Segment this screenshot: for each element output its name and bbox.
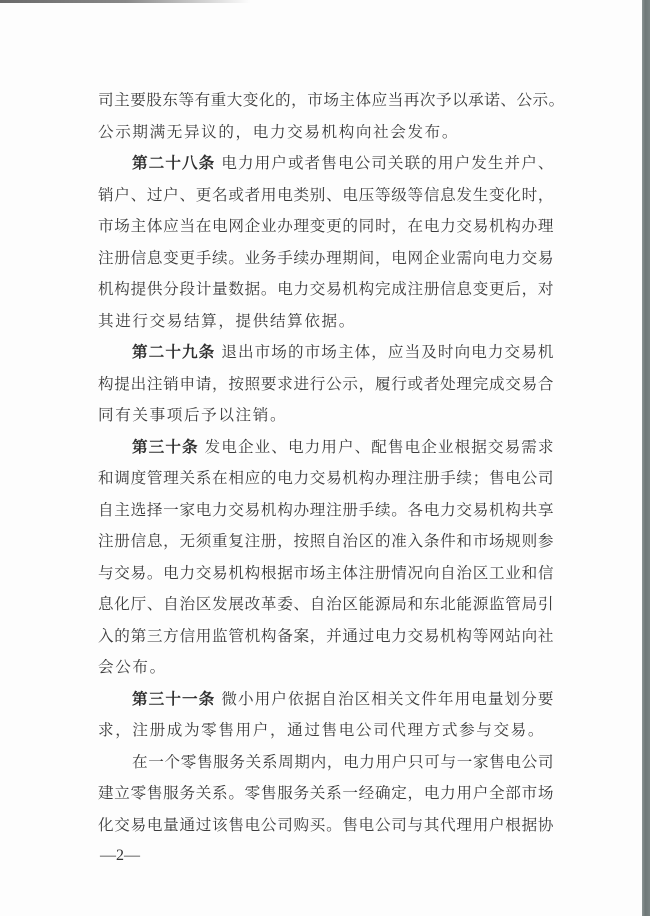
line-text: 其进行交易结算，提供结算依据。 [98, 311, 356, 330]
text-line [98, 814, 554, 846]
article-number: 第二十九条 [132, 342, 216, 361]
line-text: 发电企业、电力用户、配售电企业根据交易需求 [204, 437, 554, 456]
line-text: 退出市场的市场主体，应当及时向电力交易机 [221, 343, 554, 361]
line-text: 自主选择一家电力交易机构办理注册手续。各电力交易机构共享 [98, 500, 554, 519]
text-line [98, 782, 554, 814]
text-line [98, 121, 554, 153]
text-line [98, 247, 554, 279]
article-paragraph-start [98, 341, 554, 373]
text-line [98, 373, 554, 405]
line-text: 和调度管理关系在相应的电力交易机构办理注册手续；售电公司 [98, 469, 554, 487]
article-number: 第三十条 [132, 436, 199, 456]
article-paragraph-start [98, 688, 554, 720]
text-line [98, 593, 554, 625]
text-line [98, 278, 554, 310]
article-number: 第二十八条 [132, 153, 216, 172]
scan-top-edge-shadow [0, 0, 250, 3]
scan-right-edge-shadow [642, 0, 650, 916]
line-text: 注册信息，无须重复注册，按照自治区的准入条件和市场规则参 [98, 532, 554, 550]
line-text: 机构提供分段计量数据。电力交易机构完成注册信息变更后，对 [98, 280, 554, 298]
text-line [98, 625, 554, 657]
line-text: 入的第三方信用监管机构备案，并通过电力交易机构等网站向社 [98, 626, 554, 645]
text-line [98, 184, 554, 216]
text-line [98, 562, 554, 594]
page-number: —2— [100, 847, 140, 864]
text-line [98, 530, 554, 562]
line-text: 构提出注销申请，按照要求进行公示，履行或者处理完成交易合 [98, 374, 554, 393]
line-text: 公示期满无异议的，电力交易机构向社会发布。 [98, 122, 460, 141]
line-text: 会公布。 [98, 658, 167, 676]
text-line [98, 656, 554, 688]
line-text: 建立零售服务关系。零售服务关系一经确定，电力用户全部市场 [98, 784, 554, 802]
line-text: 销户、过户、更名或者用电类别、电压等级等信息发生变化时， [98, 185, 554, 204]
line-text: 求，注册成为零售用户，通过售电公司代理方式参与交易。 [98, 721, 546, 739]
line-text: 在一个零售服务关系周期内，电力用户只可与一家售电公司 [132, 752, 554, 771]
text-line [98, 404, 554, 436]
document-body [98, 89, 565, 845]
text-line [98, 89, 565, 121]
line-text: 市场主体应当在电网企业办理变更的同时，在电力交易机构办理 [98, 217, 554, 235]
article-number: 第三十一条 [132, 688, 216, 708]
line-text: 注册信息变更手续。业务手续办理期间，电网企业需向电力交易 [98, 248, 554, 267]
article-paragraph-start [98, 152, 554, 184]
text-line [98, 499, 554, 531]
text-line [98, 310, 554, 342]
line-text: 电力用户或者售电公司关联的用户发生并户、 [221, 154, 554, 172]
line-text: 与交易。电力交易机构根据市场主体注册情况向自治区工业和信 [98, 563, 554, 582]
line-text: 化交易电量通过该售电公司购买。售电公司与其代理用户根据协 [98, 815, 554, 834]
text-line [98, 751, 554, 783]
article-paragraph-start [98, 436, 554, 468]
line-text: 微小用户依据自治区相关文件年用电量划分要 [221, 689, 554, 708]
text-line [98, 215, 554, 247]
text-line [98, 467, 554, 499]
line-text: 息化厅、自治区发展改革委、自治区能源局和东北能源监管局引 [98, 595, 554, 613]
text-line [98, 719, 554, 751]
line-text: 同有关事项后予以注销。 [98, 406, 288, 424]
line-text: 司主要股东等有重大变化的，市场主体应当再次予以承诺、公示。 [98, 91, 565, 109]
